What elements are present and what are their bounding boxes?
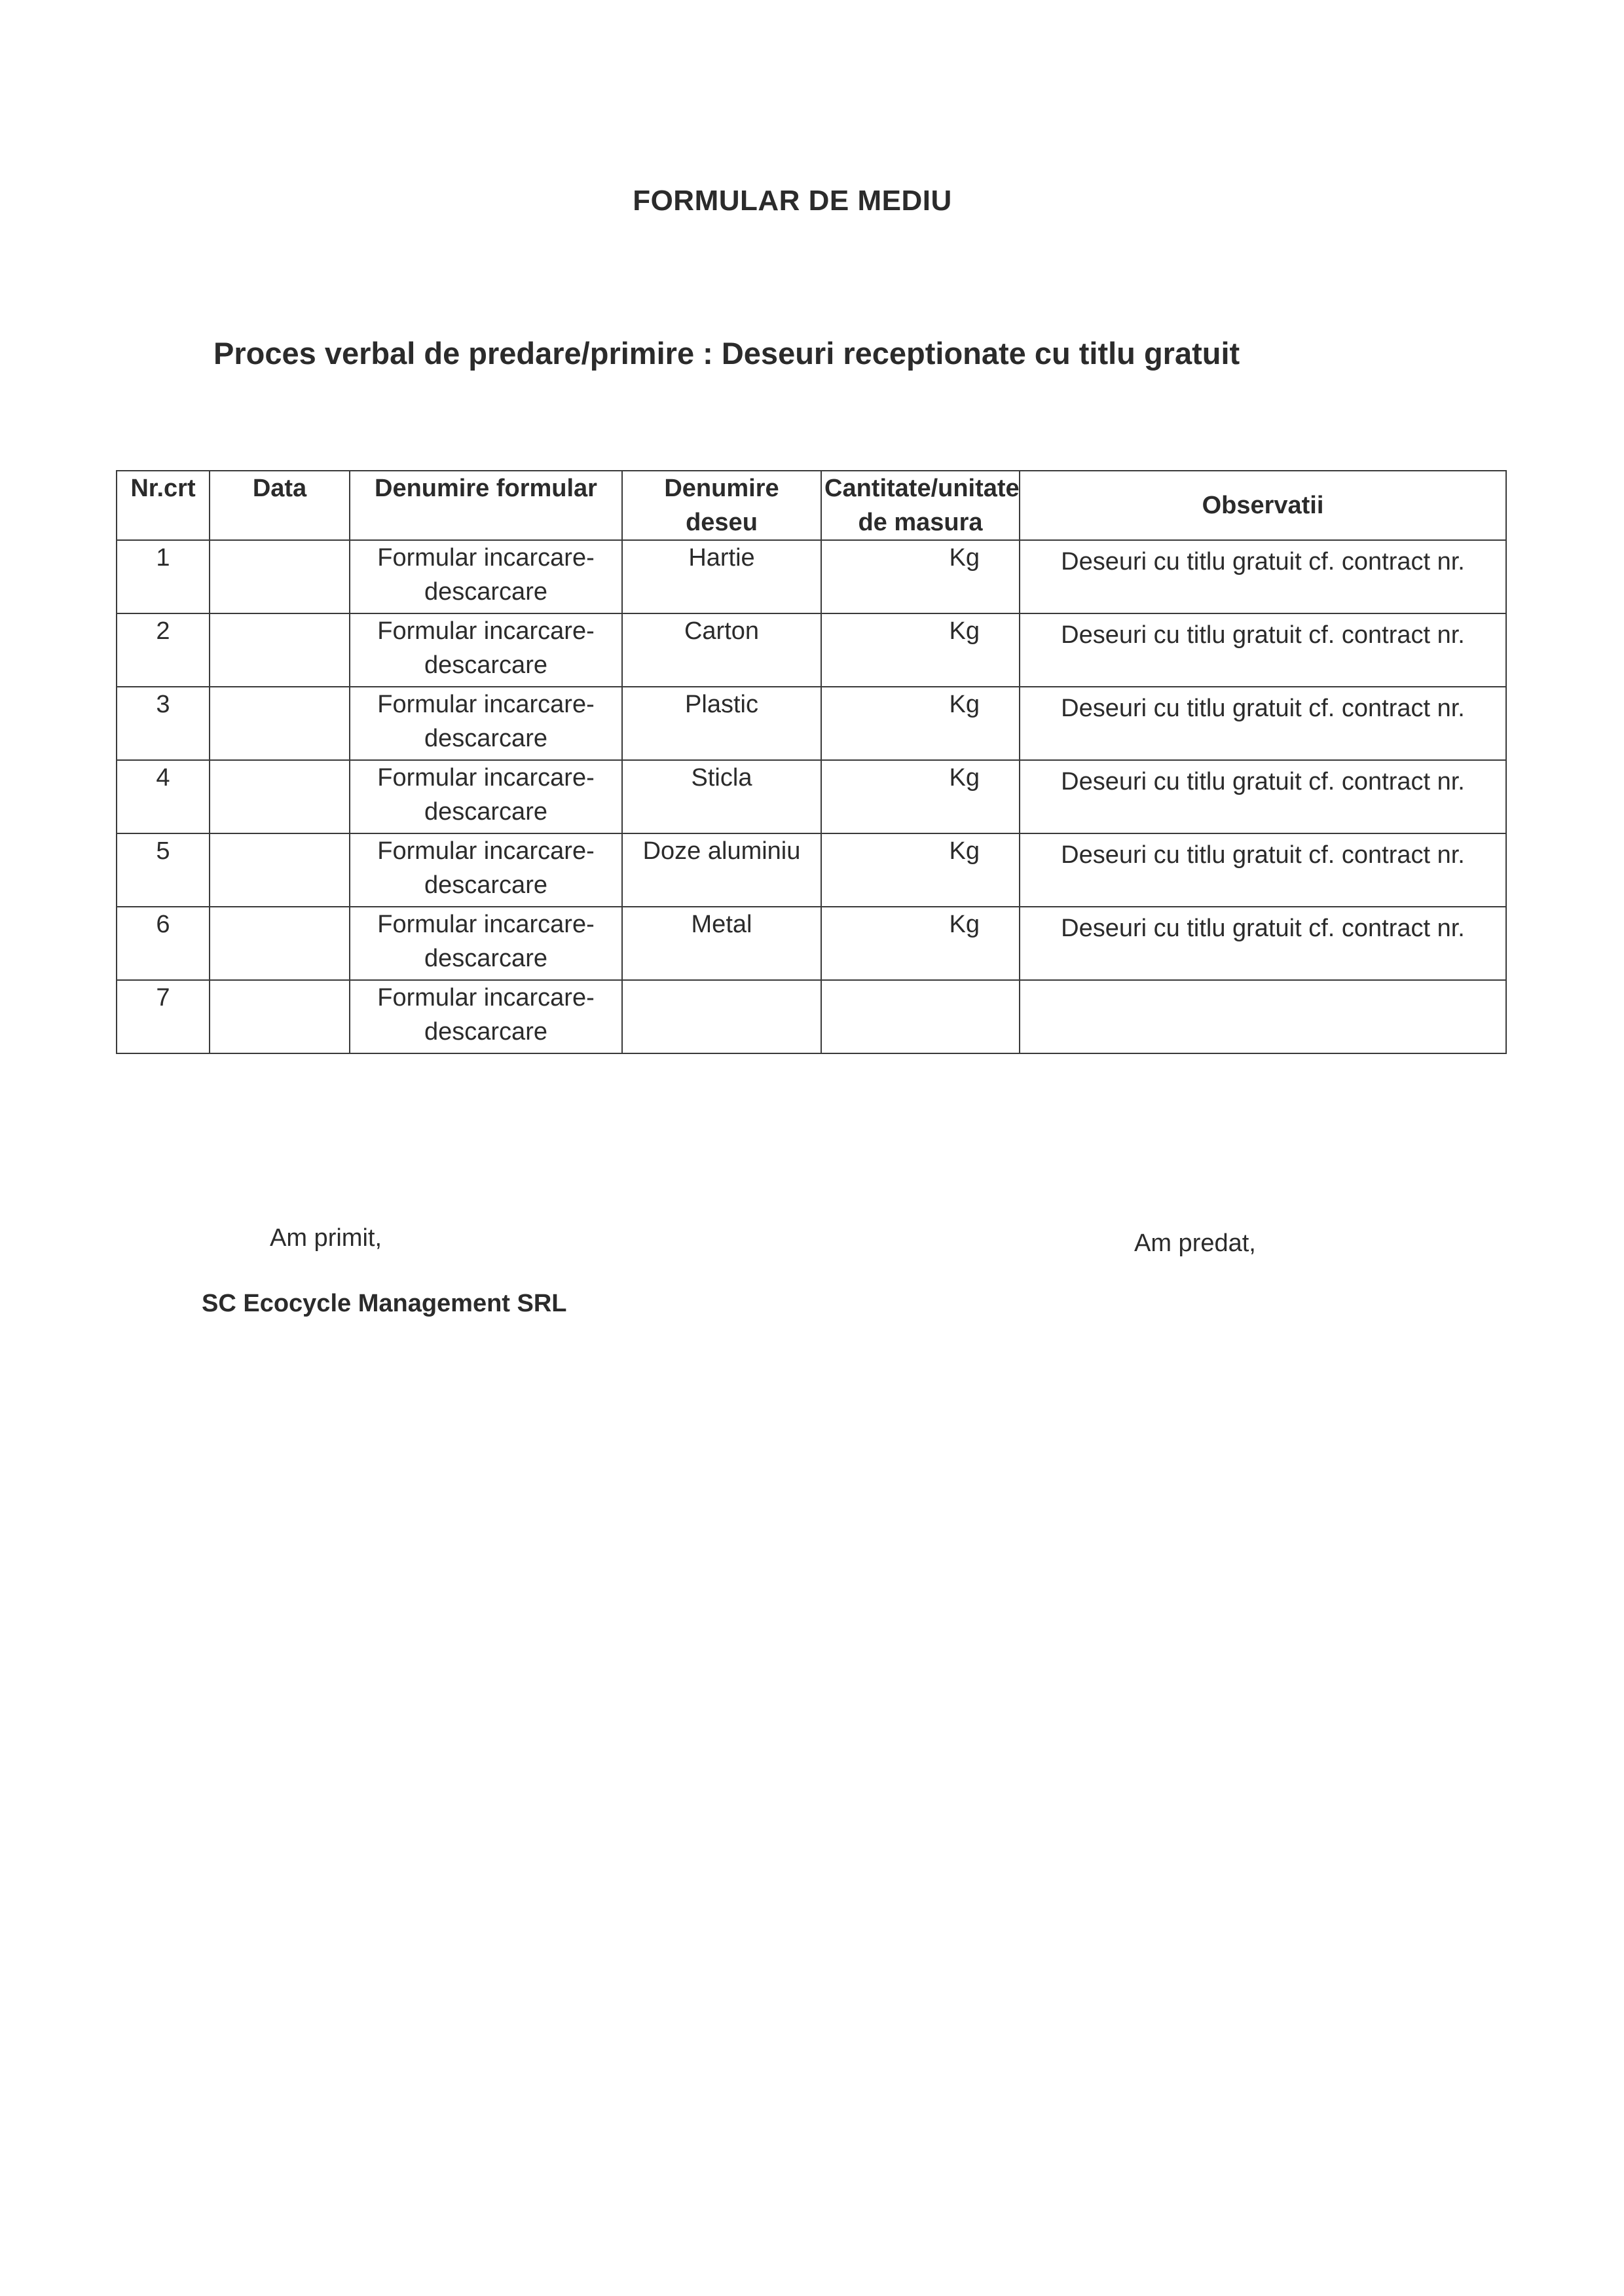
- table-row: [117, 907, 1506, 980]
- cell-observatii: [1020, 980, 1506, 1053]
- cell-cantitate: Kg: [821, 687, 1020, 760]
- table-row: [117, 760, 1506, 833]
- cell-data: [210, 980, 350, 1053]
- cell-observatii: Deseuri cu titlu gratuit cf. contract nr.: [1020, 687, 1506, 760]
- cell-deseu: Hartie: [622, 540, 821, 613]
- cell-formular: Formular incarcare-descarcare: [350, 833, 622, 907]
- cell-observatii: Deseuri cu titlu gratuit cf. contract nr.: [1020, 907, 1506, 980]
- cell-data: [210, 760, 350, 833]
- cell-formular: Formular incarcare-descarcare: [350, 760, 622, 833]
- cell-formular: Formular incarcare-descarcare: [350, 980, 622, 1053]
- table-row: [117, 980, 1506, 1053]
- cell-formular: Formular incarcare-descarcare: [350, 540, 622, 613]
- cell-formular: Formular incarcare-descarcare: [350, 613, 622, 687]
- header-observatii: Observatii: [1020, 471, 1506, 540]
- cell-cantitate: Kg: [821, 540, 1020, 613]
- cell-cantitate: Kg: [821, 613, 1020, 687]
- table-row: [117, 687, 1506, 760]
- header-cantitate: Cantitate/unitate de masura: [821, 471, 1020, 540]
- cell-data: [210, 540, 350, 613]
- header-nr: Nr.crt: [117, 471, 210, 540]
- cell-cantitate: Kg: [821, 833, 1020, 907]
- handed-signature-label: Am predat,: [1134, 1230, 1256, 1257]
- receiving-company-name: SC Ecocycle Management SRL: [202, 1290, 567, 1317]
- cell-observatii: Deseuri cu titlu gratuit cf. contract nr.: [1020, 760, 1506, 833]
- cell-formular: Formular incarcare-descarcare: [350, 907, 622, 980]
- cell-data: [210, 833, 350, 907]
- cell-nr: 5: [117, 833, 210, 907]
- table-row: [117, 833, 1506, 907]
- cell-formular: Formular incarcare-descarcare: [350, 687, 622, 760]
- received-signature-label: Am primit,: [270, 1224, 382, 1252]
- cell-deseu: Carton: [622, 613, 821, 687]
- cell-cantitate: Kg: [821, 907, 1020, 980]
- cell-cantitate: [821, 980, 1020, 1053]
- cell-deseu: [622, 980, 821, 1053]
- waste-handover-table: [116, 470, 1507, 1054]
- document-title: FORMULAR DE MEDIU: [633, 185, 952, 217]
- cell-nr: 1: [117, 540, 210, 613]
- cell-observatii: Deseuri cu titlu gratuit cf. contract nr.: [1020, 833, 1506, 907]
- cell-nr: 7: [117, 980, 210, 1053]
- cell-data: [210, 687, 350, 760]
- header-formular: Denumire formular: [350, 471, 622, 540]
- cell-nr: 6: [117, 907, 210, 980]
- header-deseu: Denumire deseu: [622, 471, 821, 540]
- cell-deseu: Plastic: [622, 687, 821, 760]
- cell-deseu: Sticla: [622, 760, 821, 833]
- cell-deseu: Metal: [622, 907, 821, 980]
- cell-nr: 3: [117, 687, 210, 760]
- cell-cantitate: Kg: [821, 760, 1020, 833]
- table-header-row: [117, 471, 1506, 540]
- table-row: [117, 540, 1506, 613]
- cell-deseu: Doze aluminiu: [622, 833, 821, 907]
- cell-data: [210, 613, 350, 687]
- cell-observatii: Deseuri cu titlu gratuit cf. contract nr.: [1020, 540, 1506, 613]
- cell-observatii: Deseuri cu titlu gratuit cf. contract nr.: [1020, 613, 1506, 687]
- cell-nr: 4: [117, 760, 210, 833]
- document-subtitle: Proces verbal de predare/primire : Deseuri receptionate cu titlu gratuit: [213, 336, 1240, 371]
- cell-data: [210, 907, 350, 980]
- header-data: Data: [210, 471, 350, 540]
- cell-nr: 2: [117, 613, 210, 687]
- table-row: [117, 613, 1506, 687]
